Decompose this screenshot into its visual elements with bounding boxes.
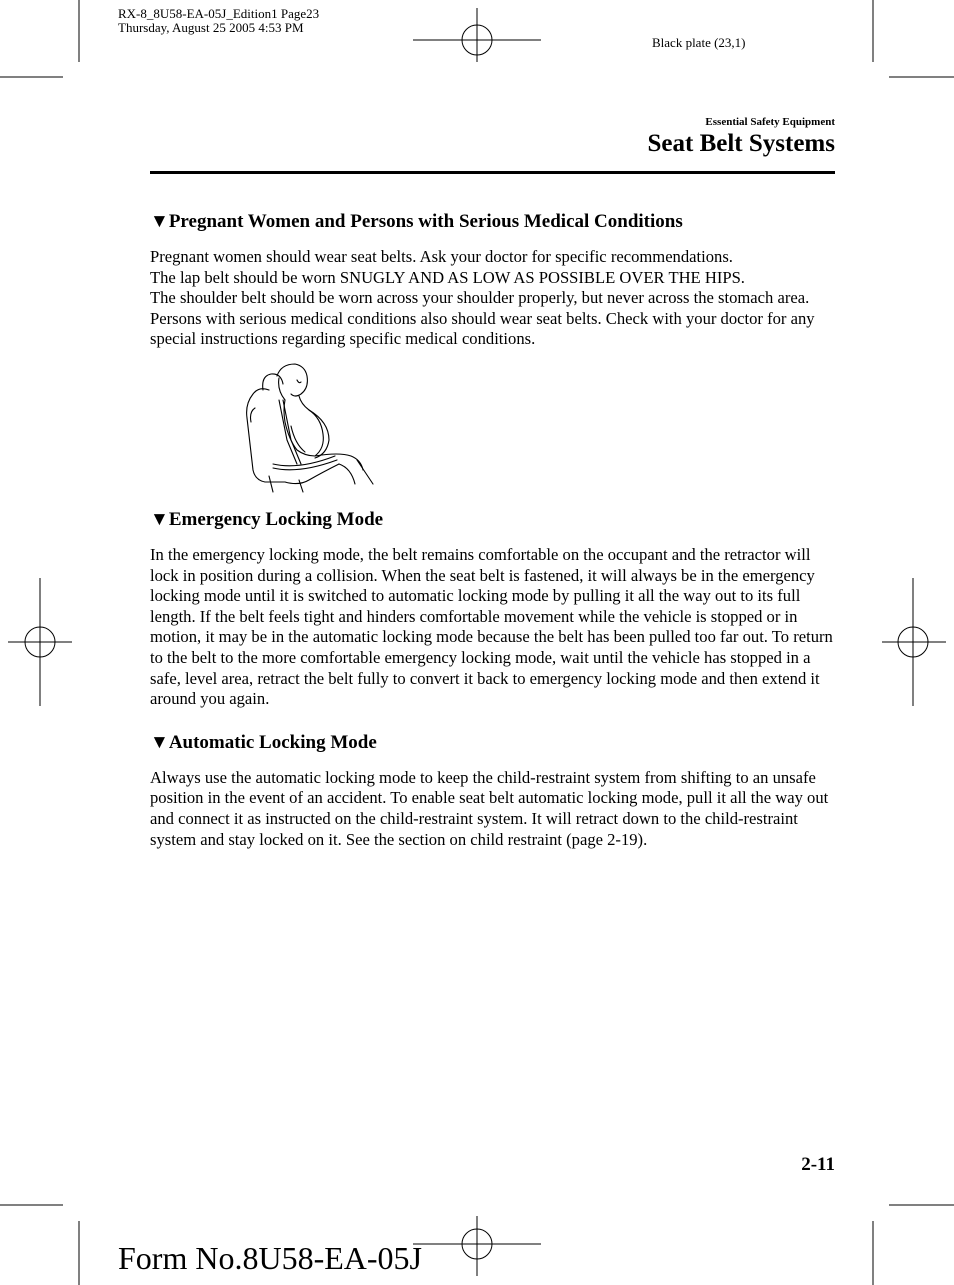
heading-text: Automatic Locking Mode — [168, 731, 377, 753]
section-heading-pregnant — [150, 210, 840, 234]
main-content — [150, 210, 840, 850]
body-paragraph: Pregnant women should wear seat belts. Ask your doctor for specific recommendations. — [150, 247, 733, 266]
body-paragraph: The lap belt should be worn SNUGLY AND AS LOW AS POSSIBLE OVER THE HIPS. — [150, 267, 745, 287]
pregnant-seatbelt-illustration — [239, 360, 381, 494]
print-info — [118, 7, 319, 35]
section-heading-automatic — [150, 731, 840, 755]
print-info-line1: RX-8_8U58-EA-05J_Edition1 Page23 — [118, 6, 320, 21]
title-rule — [150, 171, 835, 174]
body-paragraph: In the emergency locking mode, the belt remains comfortable on the occupant and the retractor will lock in position during a collision. When the seat belt is fastened, it will always be in the emergency locking mode until it is switched to automatic locking mode by pulling it all the way out to its full length. If the belt feels tight and hinders comfortable movement while the vehicle is stopped or in motion, it may be in the automatic locking mode because the belt has been pulled too far out. To return to the belt to the more comfortable emergency locking mode, wait until the vehicle has stopped in a safe, level area, retract the belt fully to convert it back to emergency locking mode and then extend it around you again. — [150, 544, 833, 709]
form-number: Form No.8U58-EA-05J — [118, 1240, 422, 1276]
triangle-marker-icon: ▼ — [150, 211, 169, 232]
plate-label: Black plate (23,1) — [652, 35, 746, 50]
page-number: 2-11 — [801, 1154, 835, 1175]
print-info-line2: Thursday, August 25 2005 4:53 PM — [118, 20, 304, 35]
triangle-marker-icon: ▼ — [150, 508, 169, 530]
section-label: Essential Safety Equipment — [705, 116, 835, 128]
body-paragraph: The shoulder belt should be worn across your shoulder properly, but never across the stomach area. — [150, 288, 810, 308]
heading-text: Emergency Locking Mode — [168, 508, 384, 530]
section-heading-emergency — [150, 508, 840, 532]
body-paragraph: Persons with serious medical conditions also should wear seat belts. Check with your doctor for any special instructions regarding specific medical conditions. — [150, 308, 815, 349]
page-title: Seat Belt Systems — [647, 130, 835, 157]
triangle-marker-icon: ▼ — [150, 731, 169, 753]
heading-text: Pregnant Women and Persons with Serious Medical Conditions — [168, 211, 683, 232]
body-paragraph: Always use the automatic locking mode to keep the child-restraint system from shifting to an unsafe position in the event of an accident. To enable seat belt automatic locking mode, pull it all the way out and connect it as instructed on the child-restraint system. It will retract down to the child-restraint system and stay locked on it. See the section on child restraint (page 2-19). — [150, 767, 829, 849]
